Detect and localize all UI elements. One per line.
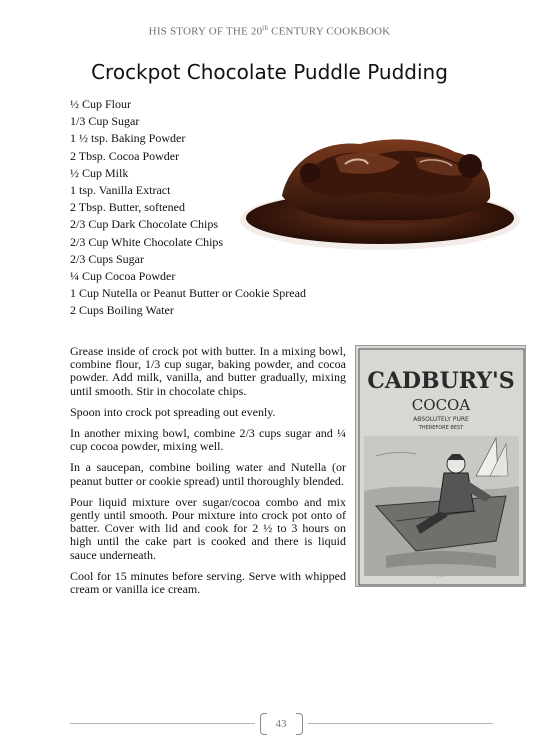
instruction-step: Pour liquid mixture over sugar/cocoa combo and mix gently until smooth. Pour mixture into crock pot onto of batter. Cover with lid and cook for 2 ½ to 3 hours on high until the cake part is cooked and there is liquid sauce underneath. xyxy=(70,494,346,562)
footer-rule-right xyxy=(308,723,493,724)
ingredient-item: 1 tsp. Vanilla Extract xyxy=(70,183,171,198)
ad-product: COCOA xyxy=(411,396,471,414)
running-header-superscript: th xyxy=(262,24,269,32)
page-number: 43 xyxy=(275,718,287,730)
instruction-step: Grease inside of crock pot with butter. In a mixing bowl, combine flour, 1/3 cup sugar, baking powder, and cocoa powder. Add milk, vanilla, and butter gradually, mixing until smooth. Stir in chocolate chips. xyxy=(70,344,346,398)
instruction-step: Cool for 15 minutes before serving. Serve with whipped cream or vanilla ice cream. xyxy=(70,568,346,597)
svg-text:· · ·: · · · xyxy=(437,574,445,580)
instruction-step: In another mixing bowl, combine 2/3 cups sugar and ¼ cup cocoa powder, mixing well. xyxy=(70,426,346,454)
ingredient-item: ¼ Cup Cocoa Powder xyxy=(70,269,176,284)
ingredient-item: 2/3 Cup Dark Chocolate Chips xyxy=(70,217,218,232)
instruction-step: Spoon into crock pot spreading out evenly. xyxy=(70,404,276,419)
ad-line2: THEREFORE BEST xyxy=(418,425,464,431)
ingredient-item: 2/3 Cups Sugar xyxy=(70,251,145,266)
ingredient-item: ½ Cup Milk xyxy=(70,165,129,180)
running-header-prefix: HIS STORY OF THE 20 xyxy=(148,25,263,38)
ingredient-item: 2 Tbsp. Cocoa Powder xyxy=(70,148,180,163)
chocolate-pudding-photo xyxy=(240,128,525,258)
ingredient-item: 2 Cups Boiling Water xyxy=(70,303,174,318)
running-header-suffix: CENTURY COOKBOOK xyxy=(268,25,391,38)
cadburys-cocoa-advertisement xyxy=(355,345,526,587)
ingredient-item: 2/3 Cup White Chocolate Chips xyxy=(70,234,224,249)
ingredient-item: 2 Tbsp. Butter, softened xyxy=(70,200,185,215)
ad-brand: CADBURY'S xyxy=(367,368,515,394)
ad-line1: ABSOLUTELY PURE xyxy=(413,416,469,423)
running-header xyxy=(0,24,539,38)
ingredient-item: 1 Cup Nutella or Peanut Butter or Cookie Spread xyxy=(70,286,306,301)
vintage-ad-illustration xyxy=(356,346,526,587)
ingredient-item: 1 ½ tsp. Baking Powder xyxy=(70,131,186,146)
recipe-title: Crockpot Chocolate Puddle Pudding xyxy=(91,60,448,84)
instructions xyxy=(70,345,346,604)
footer-rule-left xyxy=(70,723,255,724)
ingredient-item: ½ Cup Flour xyxy=(70,97,132,111)
instruction-step: In a saucepan, combine boiling water and Nutella (or peanut butter or cookie spread) until thoroughly blended. xyxy=(70,460,346,488)
ingredient-item: 1/3 Cup Sugar xyxy=(70,114,140,129)
